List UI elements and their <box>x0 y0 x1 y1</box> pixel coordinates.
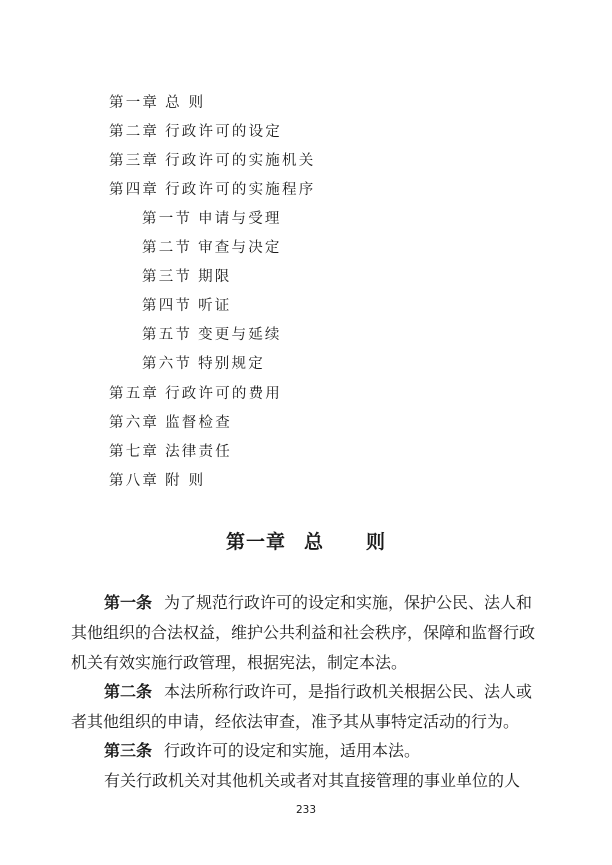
article-1-line-1: 第一条 为了规范行政许可的设定和实施，保护公民、法人和 <box>104 593 533 612</box>
article-2-line-2: 者其他组织的申请，经依法审查，准予其从事特定活动的行为。 <box>71 712 520 731</box>
toc-chapter-3[interactable]: 第三章 行政许可的实施机关 <box>109 153 316 169</box>
toc-chapter-1[interactable]: 第一章 总 则 <box>109 95 206 111</box>
article-2-line-1: 第二条 本法所称行政许可，是指行政机关根据公民、法人或 <box>104 682 533 701</box>
toc-section-5[interactable]: 第五节 变更与延续 <box>142 327 282 343</box>
toc-chapter-8[interactable]: 第八章 附 则 <box>109 473 206 489</box>
toc-chapter-5[interactable]: 第五章 行政许可的费用 <box>109 386 283 402</box>
toc-section-1[interactable]: 第一节 申请与受理 <box>142 211 282 227</box>
article-1-line-2: 其他组织的合法权益，维护公共利益和社会秩序，保障和监督行政 <box>71 623 536 642</box>
article-3-line-2: 有关行政机关对其他机关或者对其直接管理的事业单位的人 <box>104 771 521 790</box>
article-3-line-1: 第三条 行政许可的设定和实施，适用本法。 <box>104 741 421 760</box>
toc-chapter-6[interactable]: 第六章 监督检查 <box>109 415 232 431</box>
toc-section-4[interactable]: 第四节 听证 <box>142 298 232 314</box>
toc-section-3[interactable]: 第三节 期限 <box>142 269 232 285</box>
chapter-heading: 第一章 总 则 <box>225 531 387 553</box>
toc-chapter-2[interactable]: 第二章 行政许可的设定 <box>109 124 283 140</box>
page-number: 233 <box>295 804 317 816</box>
toc-section-6[interactable]: 第六节 特别规定 <box>142 356 265 372</box>
article-1-line-3: 机关有效实施行政管理，根据宪法，制定本法。 <box>71 653 408 672</box>
toc-chapter-7[interactable]: 第七章 法律责任 <box>109 444 232 460</box>
toc-section-2[interactable]: 第二节 审查与决定 <box>142 240 282 256</box>
toc-chapter-4[interactable]: 第四章 行政许可的实施程序 <box>109 182 316 198</box>
